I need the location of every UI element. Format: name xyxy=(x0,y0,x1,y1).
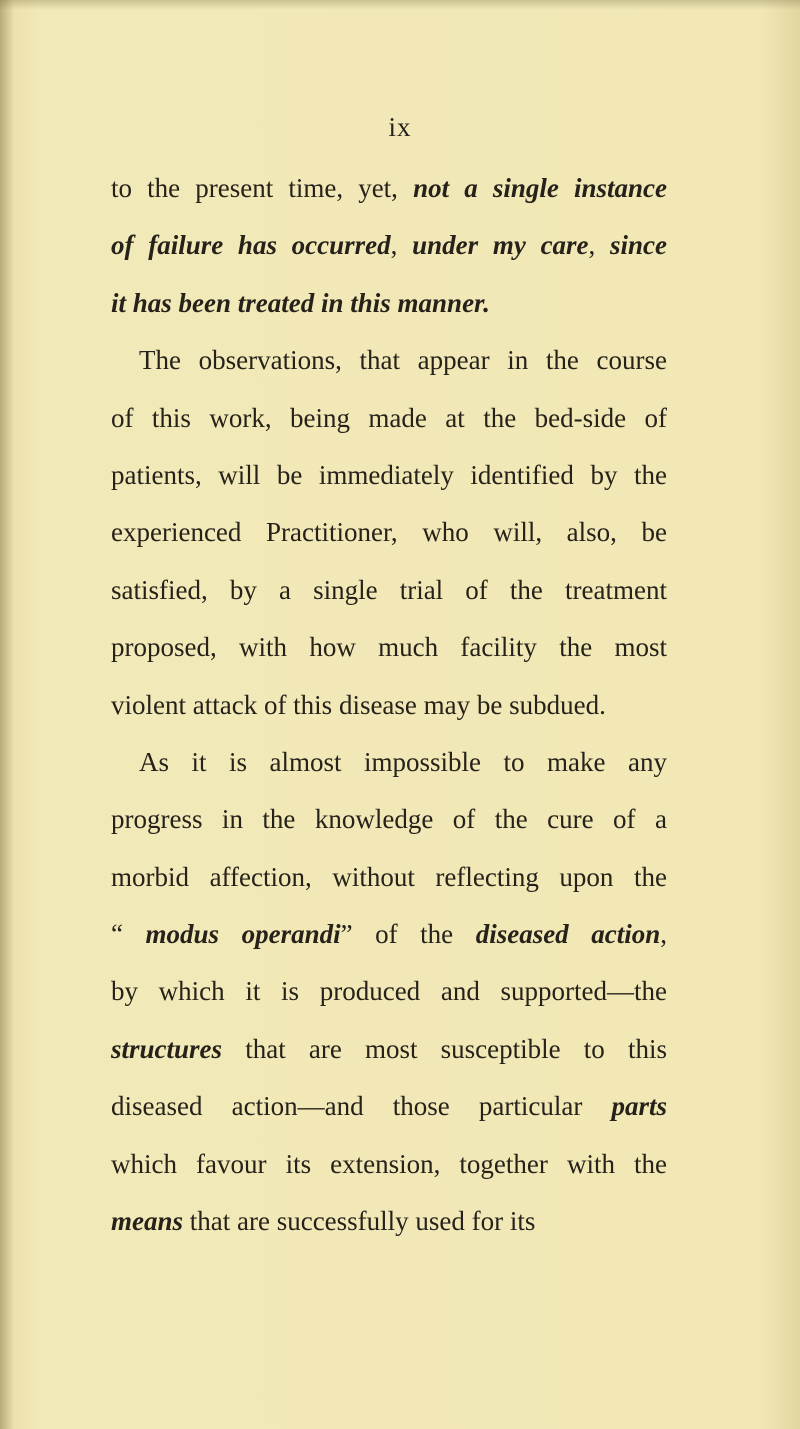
text-line xyxy=(111,619,667,676)
text-run: proposed, with how much facility the most xyxy=(111,632,667,663)
text-line xyxy=(111,1136,667,1193)
text-run: satisfied, by a single trial of the treatment xyxy=(111,574,667,605)
text-line xyxy=(111,791,667,848)
text-run: , xyxy=(660,919,667,950)
text-line xyxy=(111,504,667,561)
text-line xyxy=(111,217,667,274)
page-binding-shadow xyxy=(0,0,14,1429)
text-run: morbid affection, without reflecting upon the xyxy=(111,861,667,892)
text-run: , xyxy=(588,230,611,261)
emphasized-text: modus operandi xyxy=(145,919,341,950)
emphasized-text: not a single instance xyxy=(413,173,667,203)
text-line xyxy=(111,275,667,332)
text-line xyxy=(111,1021,667,1078)
text-line xyxy=(111,562,667,619)
text-line xyxy=(111,734,667,791)
page-number: ix xyxy=(388,112,412,142)
text-line xyxy=(111,332,667,389)
text-run: , xyxy=(390,230,413,261)
emphasized-text: it has been treated in this manner. xyxy=(111,287,490,318)
emphasized-text: since xyxy=(610,230,668,261)
text-line xyxy=(111,849,667,906)
text-run: of this work, being made at the bed-side of xyxy=(111,402,667,433)
emphasized-text: under my care xyxy=(412,230,589,261)
emphasized-text: of failure has occurred xyxy=(111,230,391,261)
text-run: progress in the knowledge of the cure of a xyxy=(111,804,667,835)
text-line xyxy=(111,1078,667,1135)
emphasized-text: parts xyxy=(611,1091,667,1122)
emphasized-text: structures xyxy=(111,1033,223,1064)
text-line xyxy=(111,1193,667,1250)
text-run: to the present time, yet, xyxy=(111,173,414,203)
text-line xyxy=(111,677,667,734)
text-run: ” of the xyxy=(340,919,476,950)
page-top-shadow xyxy=(0,0,800,10)
text-line xyxy=(111,963,667,1020)
text-run: experienced Practitioner, who will, also, be xyxy=(111,517,667,548)
text-run: “ xyxy=(111,919,146,950)
emphasized-text: diseased action xyxy=(475,919,661,950)
text-line xyxy=(111,447,667,504)
text-run: by which it is produced and supported—the xyxy=(111,976,667,1007)
emphasized-text: means xyxy=(111,1206,184,1237)
text-run: As it is almost impossible to make any xyxy=(139,746,667,777)
text-run: that are most susceptible to this xyxy=(222,1033,667,1064)
text-run: diseased action—and those particular xyxy=(111,1091,612,1122)
text-run: which favour its extension, together with the xyxy=(111,1148,667,1179)
text-run: that are successfully used for its xyxy=(183,1206,536,1237)
text-run: The observations, that appear in the course xyxy=(139,345,667,376)
text-line xyxy=(111,160,667,217)
text-run: violent attack of this disease may be subdued. xyxy=(111,689,606,720)
text-line xyxy=(111,390,667,447)
text-run: patients, will be immediately identified by the xyxy=(111,459,667,490)
text-line xyxy=(111,906,667,963)
body-text xyxy=(111,160,667,1250)
